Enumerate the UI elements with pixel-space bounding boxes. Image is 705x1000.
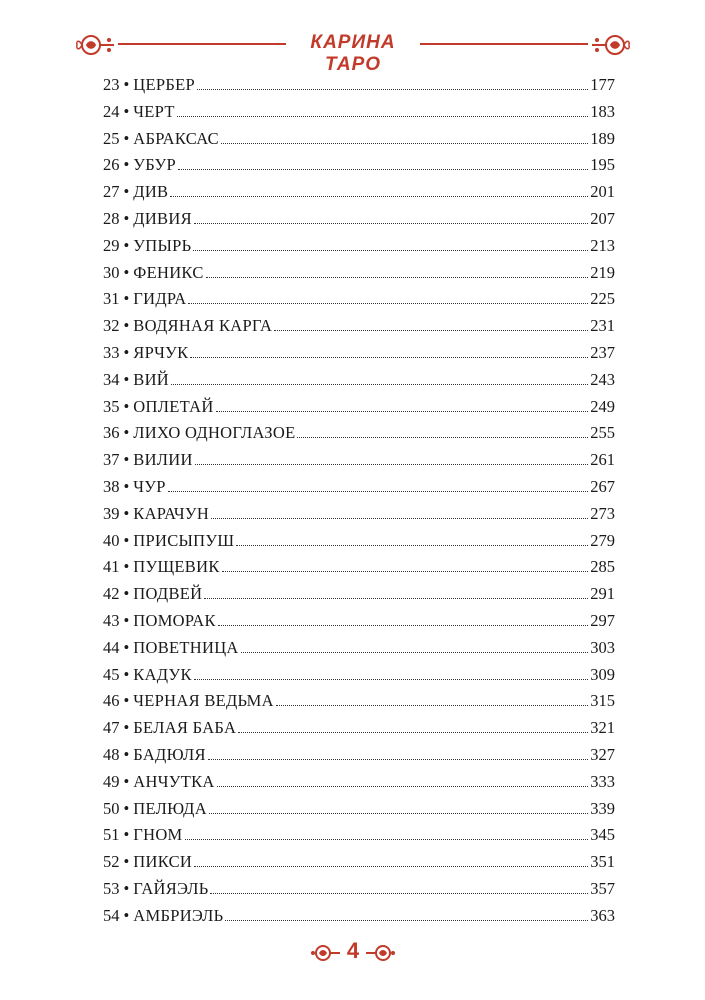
toc-entry [103, 715, 615, 742]
toc-entry-number: 37 [103, 450, 120, 470]
dot-leader [204, 597, 588, 599]
toc-entry-title: ЦЕРБЕР [133, 75, 195, 94]
toc-entry-number: 32 [103, 316, 120, 336]
dot-leader [210, 892, 588, 894]
header-rule-left [118, 43, 286, 45]
toc-entry-title: ГАЙЯЭЛЬ [133, 878, 209, 898]
bullet-icon: • [123, 208, 130, 228]
toc-entry-page: 339 [590, 798, 615, 818]
toc-entry-number: 41 [103, 557, 120, 577]
toc-entry [103, 662, 615, 689]
bullet-icon: • [123, 128, 130, 148]
toc-entry-page: 231 [590, 316, 615, 336]
toc-entry-number: 48 [103, 744, 120, 764]
toc-entry-page: 279 [590, 530, 615, 550]
bullet-icon: • [123, 905, 130, 925]
dot-leader [236, 544, 588, 546]
toc-entry-number: 50 [103, 798, 120, 818]
toc-entry-page: 201 [590, 182, 615, 202]
toc-entry [103, 554, 615, 581]
dot-leader [216, 410, 589, 412]
bullet-icon: • [123, 235, 130, 255]
toc-entry [103, 474, 615, 501]
toc-entry-title: ДИВ [133, 182, 169, 202]
toc-entry [103, 635, 615, 662]
toc-entry-page: 183 [590, 101, 615, 121]
bullet-icon: • [123, 530, 130, 550]
toc-entry-title: ЯРЧУК [133, 342, 189, 362]
toc-entry-title: ГНОМ [133, 825, 183, 845]
toc-entry-title: ВИЛИИ [133, 450, 193, 470]
bullet-icon: • [123, 664, 130, 684]
toc-entry-number: 51 [103, 825, 120, 845]
bullet-icon: • [123, 289, 130, 309]
dot-leader [194, 222, 588, 224]
bullet-icon: • [123, 825, 130, 845]
toc-entry-page: 351 [590, 852, 615, 872]
bullet-icon: • [123, 75, 130, 94]
dot-leader [171, 383, 588, 385]
dot-leader [195, 463, 589, 465]
toc-entry-title: ГИДРА [133, 289, 187, 309]
dot-leader [217, 785, 589, 787]
toc-entry [103, 822, 615, 849]
toc-entry [103, 260, 615, 287]
ornament-icon [364, 942, 396, 964]
toc-entry-title: ЧУР [133, 476, 166, 496]
toc-entry-page: 255 [590, 423, 615, 443]
dot-leader [218, 624, 588, 626]
toc-entry-number: 30 [103, 262, 120, 282]
dot-leader [241, 651, 589, 653]
table-of-contents [103, 72, 615, 930]
dot-leader [177, 115, 589, 117]
toc-entry-number: 47 [103, 718, 120, 738]
toc-entry-page: 189 [590, 128, 615, 148]
dot-leader [190, 356, 588, 358]
bullet-icon: • [123, 262, 130, 282]
toc-entry [103, 420, 615, 447]
toc-entry [103, 903, 615, 930]
toc-entry [103, 72, 615, 99]
header-title: КАРИНА ТАРО [310, 32, 396, 75]
bullet-icon: • [123, 718, 130, 738]
dot-leader [193, 249, 588, 251]
toc-entry-title: ПРИСЫПУШ [133, 530, 235, 550]
toc-entry-number: 33 [103, 342, 120, 362]
toc-entry-number: 40 [103, 530, 120, 550]
toc-entry-number: 31 [103, 289, 120, 309]
toc-entry-number: 28 [103, 208, 120, 228]
bullet-icon: • [123, 316, 130, 336]
dot-leader [178, 168, 588, 170]
toc-entry [103, 126, 615, 153]
toc-entry-page: 291 [590, 584, 615, 604]
toc-entry-page: 297 [590, 610, 615, 630]
toc-entry-page: 195 [590, 155, 615, 175]
toc-entry-title: БАДЮЛЯ [133, 744, 206, 764]
bullet-icon: • [123, 878, 130, 898]
toc-entry-number: 44 [103, 637, 120, 657]
toc-entry-number: 26 [103, 155, 120, 175]
toc-entry-number: 25 [103, 128, 120, 148]
bullet-icon: • [123, 584, 130, 604]
toc-entry-number: 24 [103, 101, 120, 121]
bullet-icon: • [123, 798, 130, 818]
toc-entry-number: 34 [103, 369, 120, 389]
toc-entry-title: ЛИХО ОДНОГЛАЗОЕ [133, 423, 296, 443]
toc-entry-title: АМБРИЭЛЬ [133, 905, 224, 925]
bullet-icon: • [123, 691, 130, 711]
toc-entry-title: ЧЕРТ [133, 101, 175, 121]
toc-entry-title: ДИВИЯ [133, 208, 192, 228]
dot-leader [221, 142, 588, 144]
toc-entry [103, 742, 615, 769]
toc-entry-page: 267 [590, 476, 615, 496]
toc-entry-title: ПОДВЕЙ [133, 584, 203, 604]
dot-leader [225, 919, 588, 921]
toc-entry [103, 769, 615, 796]
toc-entry [103, 447, 615, 474]
bullet-icon: • [123, 101, 130, 121]
toc-entry [103, 876, 615, 903]
toc-entry-number: 23 [103, 75, 120, 94]
bullet-icon: • [123, 852, 130, 872]
dot-leader [208, 758, 588, 760]
bullet-icon: • [123, 369, 130, 389]
toc-entry [103, 849, 615, 876]
toc-entry-number: 53 [103, 878, 120, 898]
bullet-icon: • [123, 557, 130, 577]
dot-leader [185, 838, 589, 840]
toc-entry-page: 207 [590, 208, 615, 228]
toc-entry-number: 27 [103, 182, 120, 202]
toc-entry [103, 206, 615, 233]
toc-entry-page: 345 [590, 825, 615, 845]
dot-leader [194, 678, 588, 680]
ornament-icon [74, 31, 118, 59]
toc-entry-page: 243 [590, 369, 615, 389]
bullet-icon: • [123, 476, 130, 496]
bullet-icon: • [123, 503, 130, 523]
toc-entry [103, 796, 615, 823]
toc-entry-page: 315 [590, 691, 615, 711]
toc-entry [103, 233, 615, 260]
toc-entry-number: 35 [103, 396, 120, 416]
toc-entry-number: 52 [103, 852, 120, 872]
bullet-icon: • [123, 744, 130, 764]
toc-entry-number: 29 [103, 235, 120, 255]
running-header [74, 28, 632, 75]
dot-leader [168, 490, 588, 492]
toc-entry [103, 528, 615, 555]
toc-entry [103, 152, 615, 179]
bullet-icon: • [123, 637, 130, 657]
toc-entry-number: 49 [103, 771, 120, 791]
toc-entry-page: 309 [590, 664, 615, 684]
toc-entry-page: 357 [590, 878, 615, 898]
toc-entry-page: 363 [590, 905, 615, 925]
toc-entry-number: 45 [103, 664, 120, 684]
page-number: 4 [346, 938, 360, 963]
toc-entry-title: БЕЛАЯ БАБА [133, 718, 237, 738]
dot-leader [194, 865, 588, 867]
toc-entry-title: ПОМОРАК [133, 610, 216, 630]
toc-entry-page: 333 [590, 771, 615, 791]
toc-entry-page: 261 [590, 450, 615, 470]
toc-entry-title: ПОВЕТНИЦА [133, 637, 239, 657]
page-footer [310, 936, 396, 972]
toc-entry [103, 367, 615, 394]
toc-entry-title: ФЕНИКС [133, 262, 204, 282]
toc-entry [103, 581, 615, 608]
bullet-icon: • [123, 771, 130, 791]
toc-entry [103, 313, 615, 340]
toc-entry-title: КАРАЧУН [133, 503, 210, 523]
toc-entry-title: АБРАКСАС [133, 128, 219, 148]
dot-leader [209, 812, 588, 814]
dot-leader [238, 731, 588, 733]
bullet-icon: • [123, 450, 130, 470]
toc-entry-title: ПИКСИ [133, 852, 193, 872]
dot-leader [211, 517, 588, 519]
toc-entry-page: 321 [590, 718, 615, 738]
bullet-icon: • [123, 423, 130, 443]
toc-entry-title: КАДУК [133, 664, 192, 684]
toc-entry-page: 249 [590, 396, 615, 416]
bullet-icon: • [123, 182, 130, 202]
toc-entry-page: 303 [590, 637, 615, 657]
toc-entry-number: 42 [103, 584, 120, 604]
toc-entry-number: 36 [103, 423, 120, 443]
toc-entry [103, 99, 615, 126]
toc-entry-page: 273 [590, 503, 615, 523]
dot-leader [274, 329, 588, 331]
toc-entry [103, 394, 615, 421]
toc-entry-title: УПЫРЬ [133, 235, 192, 255]
toc-entry-number: 38 [103, 476, 120, 496]
dot-leader [170, 195, 588, 197]
ornament-icon [588, 31, 632, 59]
bullet-icon: • [123, 610, 130, 630]
toc-entry-title: ВИЙ [133, 369, 170, 389]
dot-leader [206, 276, 589, 278]
toc-entry-page: 177 [590, 75, 615, 94]
toc-entry [103, 179, 615, 206]
toc-entry-number: 54 [103, 905, 120, 925]
header-rule-right [420, 43, 588, 45]
toc-entry [103, 688, 615, 715]
dot-leader [297, 436, 588, 438]
toc-entry-number: 46 [103, 691, 120, 711]
toc-entry-page: 285 [590, 557, 615, 577]
toc-entry-number: 39 [103, 503, 120, 523]
toc-entry [103, 286, 615, 313]
toc-entry-title: ЧЕРНАЯ ВЕДЬМА [133, 691, 274, 711]
toc-entry-number: 43 [103, 610, 120, 630]
toc-entry-title: ПУЩЕВИК [133, 557, 220, 577]
toc-entry-page: 213 [590, 235, 615, 255]
dot-leader [276, 704, 588, 706]
toc-entry-page: 237 [590, 342, 615, 362]
toc-entry [103, 340, 615, 367]
dot-leader [197, 88, 588, 90]
toc-entry-title: ПЕЛЮДА [133, 798, 207, 818]
toc-entry-title: ОПЛЕТАЙ [133, 396, 214, 416]
dot-leader [188, 302, 588, 304]
toc-entry-page: 225 [590, 289, 615, 309]
ornament-icon [310, 942, 342, 964]
toc-entry [103, 501, 615, 528]
bullet-icon: • [123, 342, 130, 362]
toc-entry-title: ВОДЯНАЯ КАРГА [133, 316, 273, 336]
toc-entry [103, 608, 615, 635]
bullet-icon: • [123, 396, 130, 416]
toc-entry-title: АНЧУТКА [133, 771, 215, 791]
dot-leader [222, 570, 589, 572]
bullet-icon: • [123, 155, 130, 175]
toc-entry-page: 327 [590, 744, 615, 764]
toc-entry-page: 219 [590, 262, 615, 282]
toc-entry-title: УБУР [133, 155, 176, 175]
